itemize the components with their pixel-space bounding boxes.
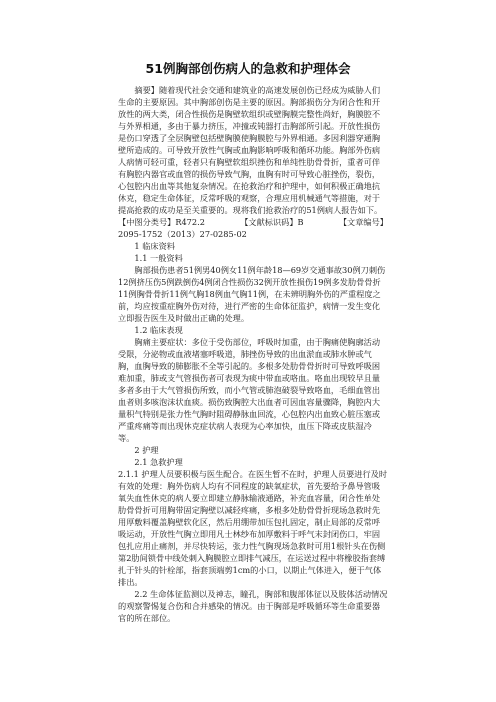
section-paragraph: 2.2 生命体征监测以及神志，瞳孔，胸部和腹部体征以及肢体活动情况的观察警惕复合伤和合并感染的情况。由于胸部是呼吸循环等生命重要器官的所在部位。 [118, 589, 388, 623]
clc-number: 【中图分类号】R472.2 [118, 217, 205, 227]
section-heading: 1 临床资料 [134, 241, 175, 251]
section-heading: 2.1 急救护理 [134, 457, 183, 467]
section-paragraph: 胸痛主要症状：多位于受伤部位，呼吸时加重，由于胸痛使胸廓活动受限，分泌物或血液堵塞呼吸道，肺挫伤导致的出血淤血或肺水肿或气胸，血胸导致的肺膨胀不全等引起的。多根多处肋骨骨折时可导致呼吸困难加重，肺或支气管损伤者可表现为痰中带血或咯血。咯血出现较早且量多者多由于大气管损伤所致，而小气管或肺泡破裂导致咯血，毛细血管出血者则多咳泡沫状血痰。损伤致胸腔大出血者可因血容量骤降，胸腔内大量积气特别是张力性气胸时阻碍静脉血回流，心包腔内出血致心脏压塞或严重疼痛等而出现休克症状病人表现为心率加快，血压下降或皮肤湿冷等。 [118, 337, 381, 443]
section-paragraph: 胸部损伤患者51例男40例女11例年龄18—69岁交通事故30例刀刺伤12例挤压伤5例跌倒伤4例闭合性损伤32例开放性损伤19例多发肋骨骨折11例胸骨骨折11例气胸18例血气胸11例，在未辨明胸外伤的严重程度之前，均应按重症胸外伤对待，进行严密的生命体征监护，病情一发生变化立即报告医生及时做出正确的处理。 [118, 265, 386, 323]
article-id-label: 【文章编号】 [338, 217, 388, 227]
paper-title: 51例胸部创伤病人的急救和护理体会 [145, 61, 351, 76]
section-heading: 1.1 一般资料 [134, 253, 183, 263]
paper-body [118, 84, 388, 624]
article-id: 2095-1752（2013）27-0285-02 [118, 229, 247, 239]
document-code: 【文献标识码】B [240, 217, 304, 227]
metadata-row [118, 216, 388, 228]
section-paragraph: 2.1.1 护理人员要积极与医生配合。在医生暂不在时，护理人员要进行及时有效的处理：胸外伤病人均有不同程度的缺氧症状，首先要给予鼻导管吸氧失血性休克的病人要立即建立静脉输液通路，补充血容量，闭合性单处肋骨骨折可用胸带固定胸壁以减轻疼痛，多根多处肋骨骨折现场急救时先用厚敷料覆盖胸壁软化区，然后用绷带加压包扎固定，制止局部的反常呼吸运动，开放性气胸立即用凡士林纱布加厚敷料于呼气末封闭伤口，牢固包扎应用止痛剂，并尽快转运，张力性气胸现场急救时可用1根针头在伤侧第2肋间锁骨中线处刺入胸膜腔立即排气减压，在运送过程中将橡胶指套缚扎于针头的针栓部，指套顶端剪1cm的小口，以期止气体进入，便于气体排出。 [118, 469, 388, 587]
abstract-paragraph: 摘要】随着现代社会交通和建筑业的高速发展创伤已经成为威胁人们生命的主要原因。其中胸部创伤是主要的原因。胸部损伤分为闭合性和开放性的两大类，闭合性损伤是胸壁软组织或壁胸膜完整性尚好，胸膜腔不与外界相通，多由于暴力挤压，冲撞或钝器打击胸部所引起。开放性损伤是伤口穿透了全层胸壁包括壁胸膜使胸膜腔与外界相通。多因利器穿通胸壁所造成的。可导致开放性气胸或血胸影响呼吸和循环功能。胸部外伤病人病情可轻可重，轻者只有胸壁软组织挫伤和单纯性肋骨骨折，重者可伴有胸腔内器官或血管的损伤导致气胸，血胸有时可导致心脏挫伤，裂伤，心包腔内出血等其他复杂情况。在抢救治疗和护理中，如何积极正确地抗休克，稳定生命体征，反常呼吸的观察，合理应用机械通气等措施，对于提高抢救的成功是至关重要的。现将我们抢救治疗的51例病人报告如下。 [118, 85, 383, 215]
section-heading: 2 护理 [134, 445, 159, 455]
section-heading: 1.2 临床表现 [134, 325, 183, 335]
sections-container [118, 240, 388, 624]
